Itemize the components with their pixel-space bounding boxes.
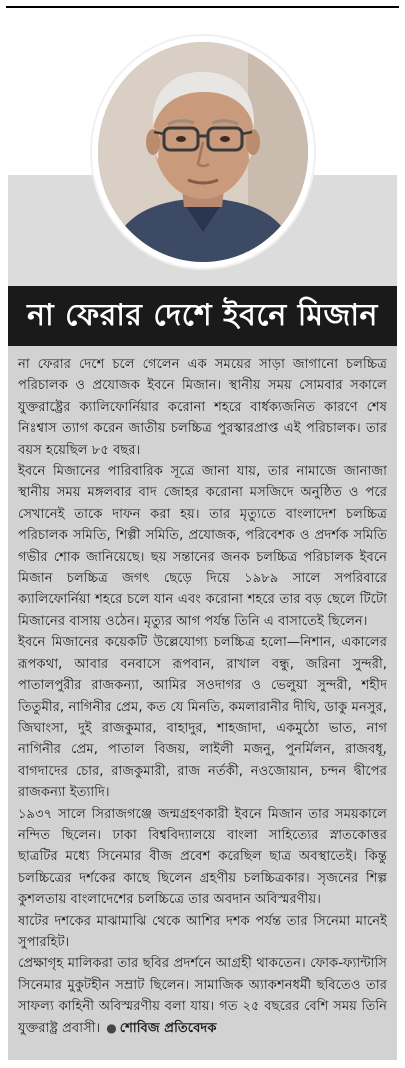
article-paragraph-5: ষাটের দশকের মাঝামাঝি থেকে আশির দশক পর্যন্ত তার সিনেমা মানেই সুপারহিট। [18,913,387,950]
article-paragraph-2: ইবনে মিজানের পারিবারিক সূত্রে জানা যায়, তার নামাজে জানাজা স্থানীয় সময় মঙ্গলবার বাদ জোহর করোনা মসজিদে অনুষ্ঠিত ও পরে সেখানেই তাকে দাফন করা হয়। তার মৃত্যুতে বাংলাদেশ চলচ্চিত্র পরিচালক সমিতি, শিল্পী সমিতি, প্রযোজক, পরিবেশক ও প্রদর্শক সমিতি গভীর শোক জানিয়েছে। ছয় সন্তানের জনক চলচ্চিত্র পরিচালক ইবনে মিজান চলচ্চিত্র জগৎ ছেড়ে দিয়ে ১৯৮৯ সালে সপরিবারে ক্যালিফোর্নিয়া শহরে চলে যান এবং করোনা শহরে তার বড় ছেলে টিটো মিজানের বাসায় ওঠেন। মৃত্যুর আগ পর্যন্ত তিনি এ বাসাতেই ছিলেন। [18,464,387,629]
headline-title: না ফেরার দেশে ইবনে মিজান [27,297,378,333]
portrait-photo [92,36,314,268]
article-paragraph-1: না ফেরার দেশে চলে গেলেন এক সময়ের সাড়া জাগানো চলচ্চিত্র পরিচালক ও প্রযোজক ইবনে মিজান। স্থানীয় সময় সোমবার সকালে যুক্তরাষ্ট্রের ক্যালিফোর্নিয়ার করোনা শহরে বার্ধক্যজনিত কারণে শেষ নিঃশ্বাস ত্যাগ করেন জাতীয় চলচ্চিত্র পুরস্কারপ্রাপ্ত এই পরিচালক। তার বয়স হয়েছিল ৮৫ বছর। [18,357,387,458]
bullet-icon: ● [106,1020,117,1035]
byline-group [100,1021,216,1036]
article-paragraph-6-text: প্রেক্ষাগৃহ মালিকরা তার ছবির প্রদর্শনে আগ্রহী থাকতেন। ফোক-ফ্যান্টাসি সিনেমার মুকুটহীন সম্রাট ছিলেন। সামাজিক অ্যাকশনধর্মী ছবিতেও তার সাফল্য কাহিনী অবিস্মরণীয় বলা যায়। গত ২৫ বছরের বেশি সময় তিনি যুক্তরাষ্ট্র প্রবাসী। [18,956,387,1036]
byline: শোবিজ প্রতিবেদক [119,1020,217,1036]
headline-bar [8,286,397,346]
article-paragraph-3: ইবনে মিজানের কয়েকটি উল্লেযোগ্য চলচ্চিত্র হলো—নিশান, একালের রূপকথা, আবার বনবাসে রূপবান, রাখাল বন্ধু, জরিনা সুন্দরী, পাতালপুরীর রাজকন্যা, আমির সওদাগর ও ভেলুয়া সুন্দরী, শহীদ তিতুমীর, নাগিনীর প্রেম, কত যে মিনতি, কমলারানীর দীঘি, ডাকু মনসুর, জিঘাংসা, দুই রাজকুমার, বাহাদুর, শাহজাদা, একমুঠো ভাত, নাগ নাগিনীর প্রেম, পাতাল বিজয়, লাইলী মজনু, পুনর্মিলন, রাজবধূ, বাগদাদের চোর, রাজকুমারী, রাজ নর্তকী, নওজোয়ান, চন্দন দ্বীপের রাজকন্যা ইত্যাদি। [18,635,387,801]
portrait-illustration [98,42,308,262]
top-rule [6,6,399,8]
article-body [8,346,397,1060]
article-paragraph-6 [18,953,387,1039]
article-paragraph-4: ১৯৩৭ সালে সিরাজগঞ্জে জন্মগ্রহণকারী ইবনে মিজান তার সময়কালে নন্দিত ছিলেন। ঢাকা বিশ্ববিদ্যালয়ে বাংলা সাহিত্যের স্নাতকোত্তর ছাত্রটির মধ্যে সিনেমার বীজ প্রবেশ করেছিল ছাত্র অবস্থাতেই। কিন্তু চলচ্চিত্রের দর্শকের কাছে ছিলেন গ্রহণীয় চলচ্চিত্রকার। সৃজনের শিল্প কুশলতায় বাংলাদেশের চলচ্চিত্রে তার অবদান অবিস্মরণীয়। [18,806,387,908]
portrait-image [98,42,308,262]
